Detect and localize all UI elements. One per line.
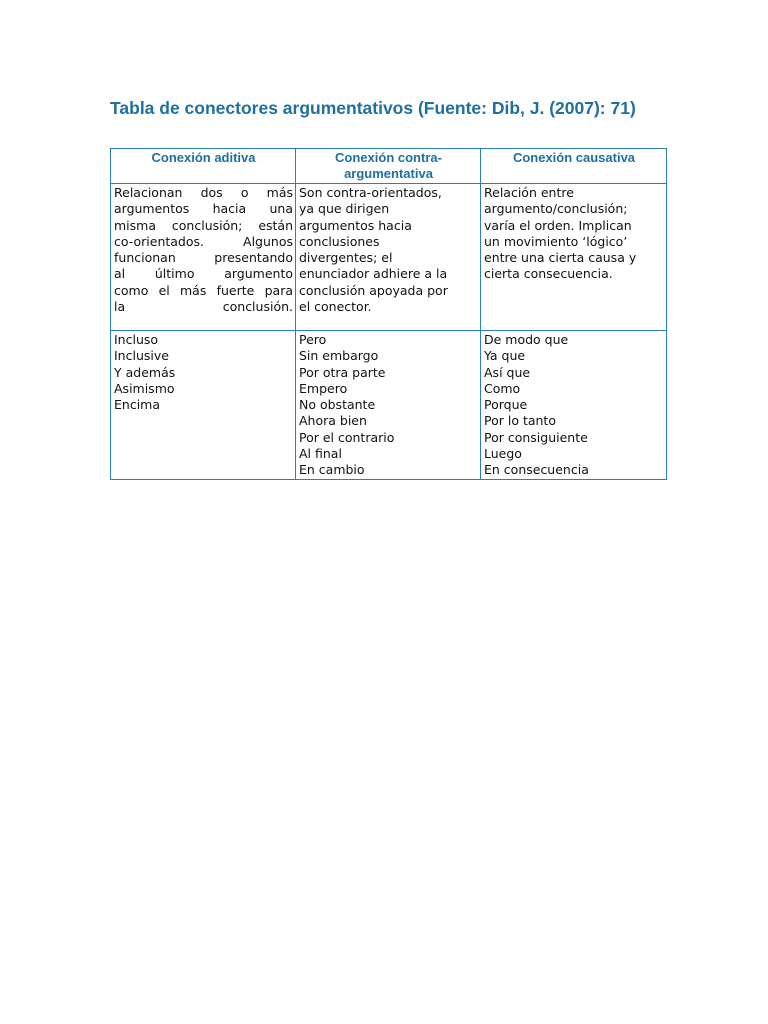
description-counter-argumentative [296, 184, 481, 331]
header-line: Conexión causativa [512, 150, 636, 165]
header-line: Conexión aditiva [151, 150, 256, 165]
description-line: argumento/conclusión; [484, 201, 628, 217]
description-line: entre una cierta causa y [484, 250, 637, 266]
description-line: funcionan presentando [114, 250, 293, 266]
header-counter-argumentative [296, 149, 481, 184]
description-line: la conclusión. [114, 299, 293, 315]
description-line: enunciador adhiere a la [299, 266, 448, 282]
header-line: Conexión contra- [335, 150, 442, 165]
description-line: divergentes; el [299, 250, 393, 266]
table-row-connectors [111, 331, 667, 480]
page-title: Tabla de conectores argumentativos (Fuente: Dib, J. (2007): 71) [110, 98, 636, 118]
connector-item: Inclusive [114, 348, 169, 364]
connector-item: Asimismo [114, 380, 175, 396]
description-line: Relación entre [484, 185, 574, 200]
description-causative [481, 184, 667, 331]
description-line: cierta consecuencia. [484, 266, 613, 282]
description-line: varía el orden. Implican [484, 217, 632, 233]
description-line: argumentos hacia una [114, 201, 293, 217]
connector-item: Ahora bien [299, 413, 367, 429]
connector-item: En consecuencia [484, 462, 589, 478]
connector-item: Por consiguiente [484, 429, 588, 445]
connector-item: De modo que [484, 332, 569, 347]
table-row-descriptions [111, 184, 667, 331]
connector-item: Luego [484, 446, 522, 462]
connector-item: Por otra parte [299, 364, 386, 380]
connector-item: Porque [484, 397, 528, 413]
connectors-table [110, 148, 667, 480]
header-line: argumentativa [344, 166, 433, 181]
description-additive [111, 184, 296, 331]
connector-item: Al final [299, 446, 342, 462]
connector-item: Así que [484, 364, 531, 380]
description-line: como el más fuerte para [114, 282, 293, 298]
description-line: misma conclusión; están [114, 217, 293, 233]
connectors-additive [111, 331, 296, 480]
description-line: co-orientados. Algunos [114, 233, 293, 249]
description-line: conclusión apoyada por [299, 282, 448, 298]
description-line: conclusiones [299, 233, 380, 249]
connector-item: Por el contrario [299, 429, 395, 445]
description-line: ya que dirigen [299, 201, 390, 217]
connector-item: Sin embargo [299, 348, 379, 364]
connector-item: Ya que [484, 348, 526, 364]
connector-item: Como [484, 380, 521, 396]
connector-item: Encima [114, 397, 161, 413]
connector-item: Pero [299, 332, 327, 347]
connector-item: Por lo tanto [484, 413, 556, 429]
header-causative [481, 149, 667, 184]
description-line: Son contra-orientados, [299, 185, 442, 200]
table-header-row [111, 149, 667, 184]
description-line: argumentos hacia [299, 217, 412, 233]
description-line: un movimiento ‘lógico’ [484, 233, 628, 249]
connector-item: Empero [299, 380, 348, 396]
header-additive [111, 149, 296, 184]
connector-item: En cambio [299, 462, 365, 478]
connectors-causative [481, 331, 667, 480]
description-line: Relacionan dos o más [114, 185, 293, 200]
connector-item: Incluso [114, 332, 159, 347]
description-line: al último argumento [114, 266, 293, 282]
connector-item: No obstante [299, 397, 376, 413]
description-line: el conector. [299, 299, 372, 315]
connectors-counter-argumentative [296, 331, 481, 480]
connector-item: Y además [114, 364, 176, 380]
